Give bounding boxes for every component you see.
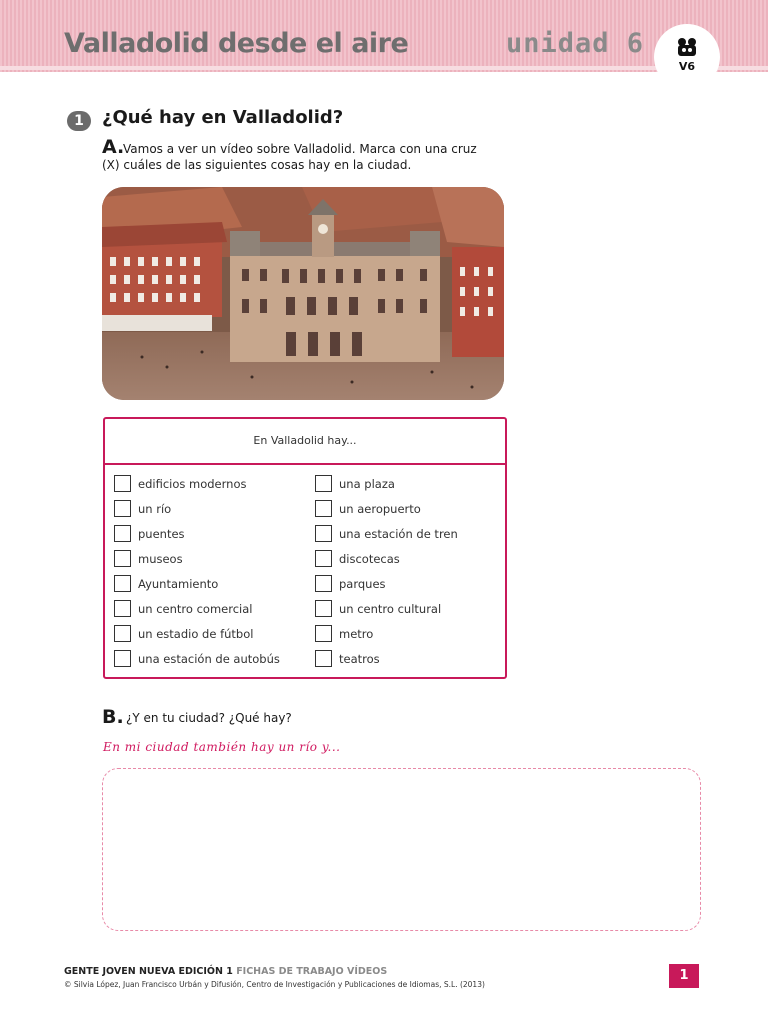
checkbox[interactable] [315,625,332,642]
answer-area[interactable] [102,768,701,931]
valladolid-aerial-photo [102,187,504,400]
footer-credits [64,966,387,977]
checklist-item-label: un centro cultural [339,602,442,616]
checklist-item-label: un centro comercial [138,602,253,616]
checklist-item-label: museos [138,552,183,566]
checkbox[interactable] [315,475,332,492]
checkbox[interactable] [114,575,131,592]
checkbox[interactable] [114,550,131,567]
checklist-item-label: una estación de autobús [138,652,280,666]
checkbox[interactable] [315,600,332,617]
part-a-instructions: Vamos a ver un vídeo sobre Valladolid. Marca con una cruz (X) cuáles de las siguientes cosas hay en la ciudad. [102,142,477,172]
checklist-box [103,417,507,679]
checklist-item-label: una plaza [339,477,395,491]
unit-label: unidad 6 [506,28,645,59]
checkbox[interactable] [114,525,131,542]
copyright-notice: © Silvia López, Juan Francisco Urbán y Difusión, Centro de Investigación y Publicaciones de Idiomas, S.L. (2013) [64,980,485,989]
film-camera-icon [676,36,698,58]
checklist-item-label: Ayuntamiento [138,577,219,591]
checkbox[interactable] [315,550,332,567]
part-b-letter: B. [102,706,124,728]
checklist-item-label: edificios modernos [138,477,247,491]
example-answer: En mi ciudad también hay un río y... [103,740,341,754]
checklist-item-label: parques [339,577,386,591]
section-number: 1 [67,111,91,131]
page-number: 1 [669,964,699,988]
checkbox[interactable] [315,500,332,517]
checklist-heading: En Valladolid hay... [105,419,505,465]
checkbox[interactable] [114,650,131,667]
series-name: FICHAS DE TRABAJO VÍDEOS [236,966,388,977]
checklist-item-label: metro [339,627,374,641]
worksheet-title: Valladolid desde el aire [64,28,409,59]
checklist-item-label: un estadio de fútbol [138,627,254,641]
checklist-item-label: un río [138,502,172,516]
section-title: ¿Qué hay en Valladolid? [102,107,344,128]
book-level: 1 [226,966,233,977]
book-title: GENTE JOVEN NUEVA EDICIÓN [64,966,223,977]
checkbox[interactable] [114,600,131,617]
checklist-item-label: puentes [138,527,185,541]
checkbox[interactable] [315,525,332,542]
page-header [0,0,768,72]
checkbox[interactable] [114,625,131,642]
header-rule [0,66,768,70]
checklist-item-label: teatros [339,652,380,666]
checklist-item-label: una estación de tren [339,527,458,541]
checklist-item-label: un aeropuerto [339,502,421,516]
checklist-item-label: discotecas [339,552,400,566]
checkbox[interactable] [114,475,131,492]
video-badge [654,24,720,90]
part-a-letter: A. [102,136,125,158]
checkbox[interactable] [114,500,131,517]
checkbox[interactable] [315,575,332,592]
badge-label: V6 [678,60,696,73]
checkbox[interactable] [315,650,332,667]
part-b-question: ¿Y en tu ciudad? ¿Qué hay? [126,711,292,725]
